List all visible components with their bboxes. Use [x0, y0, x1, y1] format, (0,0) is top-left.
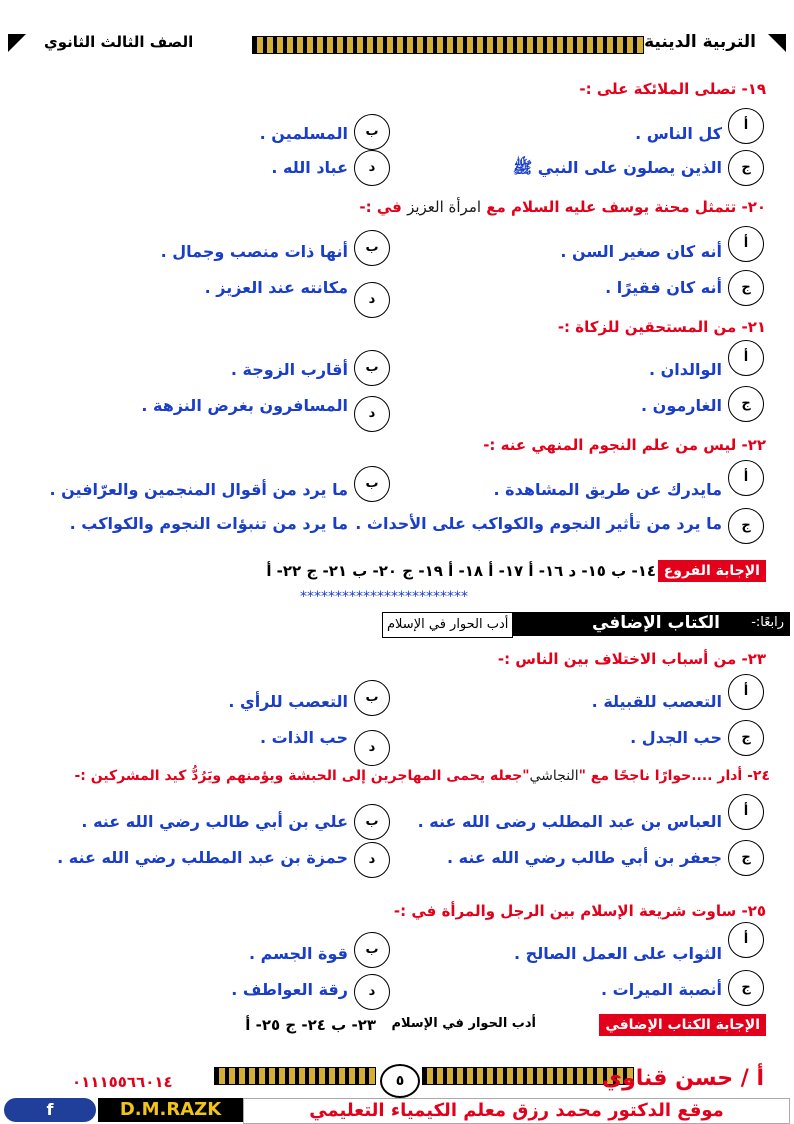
question-23: ٢٣- من أسباب الاختلاف بين الناس :-	[497, 650, 766, 668]
question-25: ٢٥- ساوت شريعة الإسلام بين الرجل والمرأة في :-	[393, 902, 766, 920]
option-text: علي بن أبي طالب رضي الله عنه .	[81, 812, 348, 831]
question-22: ٢٢- ليس من علم النجوم المنهي عنه :-	[483, 436, 766, 454]
option-letter: د	[354, 974, 390, 1010]
facebook-icon[interactable]: f	[4, 1098, 96, 1122]
option-letter: ج	[728, 970, 764, 1006]
option-text: حب الذات .	[260, 728, 348, 747]
section-header	[382, 612, 790, 636]
option-text: أنه كان صغير السن .	[560, 242, 722, 261]
option-text: كل الناس .	[635, 124, 722, 143]
option-text: ما يرد من تنبؤات النجوم والكواكب .	[69, 514, 348, 533]
option-text: المسافرون بغرض النزهة .	[141, 396, 348, 415]
corner-triangle-icon	[768, 34, 786, 52]
question-text: ٢٠- تتمثل محنة يوسف عليه السلام مع	[486, 198, 766, 216]
option-text: أنصبة الميرات .	[601, 980, 722, 999]
option-letter: ب	[354, 932, 390, 968]
option-text: حمزة بن عبد المطلب رضي الله عنه .	[57, 848, 348, 867]
option-letter: ج	[728, 270, 764, 306]
option-letter: ج	[728, 840, 764, 876]
answers-tag: الإجابة الفروع	[658, 560, 766, 582]
option-text: ما يرد من أقوال المنجمين والعرّافين .	[49, 480, 348, 499]
option-text: الوالدان .	[648, 360, 722, 379]
option-letter: أ	[728, 794, 764, 830]
question-21: ٢١- من المستحقين للزكاة :-	[557, 318, 766, 336]
option-text: الثواب على العمل الصالح .	[514, 944, 722, 963]
option-letter: د	[354, 150, 390, 186]
page-header	[4, 30, 790, 58]
option-text: المسلمين .	[259, 124, 348, 143]
separator-stars: ************************	[300, 589, 468, 605]
question-highlight: امرأة العزيز	[407, 198, 482, 216]
option-text: الغارمون .	[641, 396, 722, 415]
question-highlight: النجاشي	[529, 768, 579, 784]
site-title: موقع الدكتور محمد رزق معلم الكيمياء التعليمي	[243, 1098, 790, 1124]
option-letter: ب	[354, 114, 390, 150]
option-text: مكانته عند العزيز .	[204, 278, 348, 297]
phone-number: ٠١١١٥٥٦٦٠١٤	[72, 1073, 173, 1091]
option-text: أنها ذات منصب وجمال .	[160, 242, 348, 261]
answers-key-1	[26, 560, 766, 582]
answers-values: ٢٣- ب ٢٤- ج ٢٥- أ	[245, 1016, 376, 1034]
option-letter: ب	[354, 804, 390, 840]
question-24	[74, 768, 770, 784]
option-letter: ج	[728, 150, 764, 186]
option-letter: د	[354, 396, 390, 432]
author-signature: أ / حسن قناوي	[601, 1066, 764, 1091]
option-text: التعصب للقبيلة .	[591, 692, 722, 711]
subject-title: التربية الدينية	[644, 32, 756, 52]
option-text: عباد الله .	[271, 158, 348, 177]
answers-key-2	[26, 1014, 766, 1036]
option-text: ما يرد من تأثير النجوم والكواكب على الأحداث .	[355, 514, 722, 533]
option-letter: د	[354, 282, 390, 318]
option-letter: أ	[728, 922, 764, 958]
answers-subtitle: أدب الحوار في الإسلام	[391, 1016, 536, 1031]
option-letter: د	[354, 730, 390, 766]
option-text: أقارب الزوجة .	[230, 360, 348, 379]
answers-values: ١٤- ب ١٥- د ١٦- أ ١٧- أ ١٨- أ ١٩- ج ٢٠- ب ٢١- ج ٢٢- أ	[266, 562, 656, 580]
section-title: الكتاب الإضافي	[591, 613, 720, 633]
option-letter: ج	[728, 508, 764, 544]
option-text: رقة العواطف .	[231, 980, 348, 999]
question-text: ٢٤- أدار ....حوارًا ناجحًا مع "	[578, 768, 770, 784]
option-letter: أ	[728, 226, 764, 262]
footer-banner	[0, 1098, 794, 1123]
option-letter: ج	[728, 720, 764, 756]
option-letter: د	[354, 842, 390, 878]
option-text: جعفر بن أبي طالب رضي الله عنه .	[447, 848, 722, 867]
corner-triangle-icon	[8, 34, 26, 52]
option-text: مايدرك عن طريق المشاهدة .	[493, 480, 722, 499]
option-text: العباس بن عبد المطلب رضى الله عنه .	[417, 812, 722, 831]
option-letter: أ	[728, 460, 764, 496]
option-letter: أ	[728, 674, 764, 710]
question-20	[359, 198, 766, 216]
answers-tag: الإجابة الكتاب الإضافي	[599, 1014, 766, 1036]
option-text: أنه كان فقيرًا .	[605, 278, 722, 297]
option-letter: ب	[354, 466, 390, 502]
page-number: ٥	[380, 1064, 420, 1098]
option-letter: ب	[354, 230, 390, 266]
option-letter: أ	[728, 108, 764, 144]
option-letter: ب	[354, 680, 390, 716]
section-prefix: رابعًا:-	[751, 615, 784, 630]
option-text: حب الجدل .	[630, 728, 722, 747]
header-decor-bar	[252, 36, 644, 54]
section-subtitle: أدب الحوار في الإسلام	[382, 612, 513, 638]
option-text: قوة الجسم .	[248, 944, 348, 963]
footer-decor-bar	[214, 1067, 376, 1085]
question-text-end: "جعله يحمى المهاجرين إلى الحبشة ويؤمنهم ويَرُدُّ كيد المشركين :-	[74, 768, 530, 784]
option-text: التعصب للرأي .	[228, 692, 348, 711]
option-text: الذين يصلون على النبي ﷺ	[512, 158, 722, 177]
option-letter: ب	[354, 350, 390, 386]
option-letter: ج	[728, 386, 764, 422]
question-text-end: في :-	[359, 198, 402, 216]
grade-title: الصف الثالث الثانوي	[44, 33, 194, 51]
option-letter: أ	[728, 340, 764, 376]
brand-logo: D.M.RAZK	[98, 1098, 243, 1122]
question-19: ١٩- تصلى الملائكة على :-	[579, 80, 766, 98]
